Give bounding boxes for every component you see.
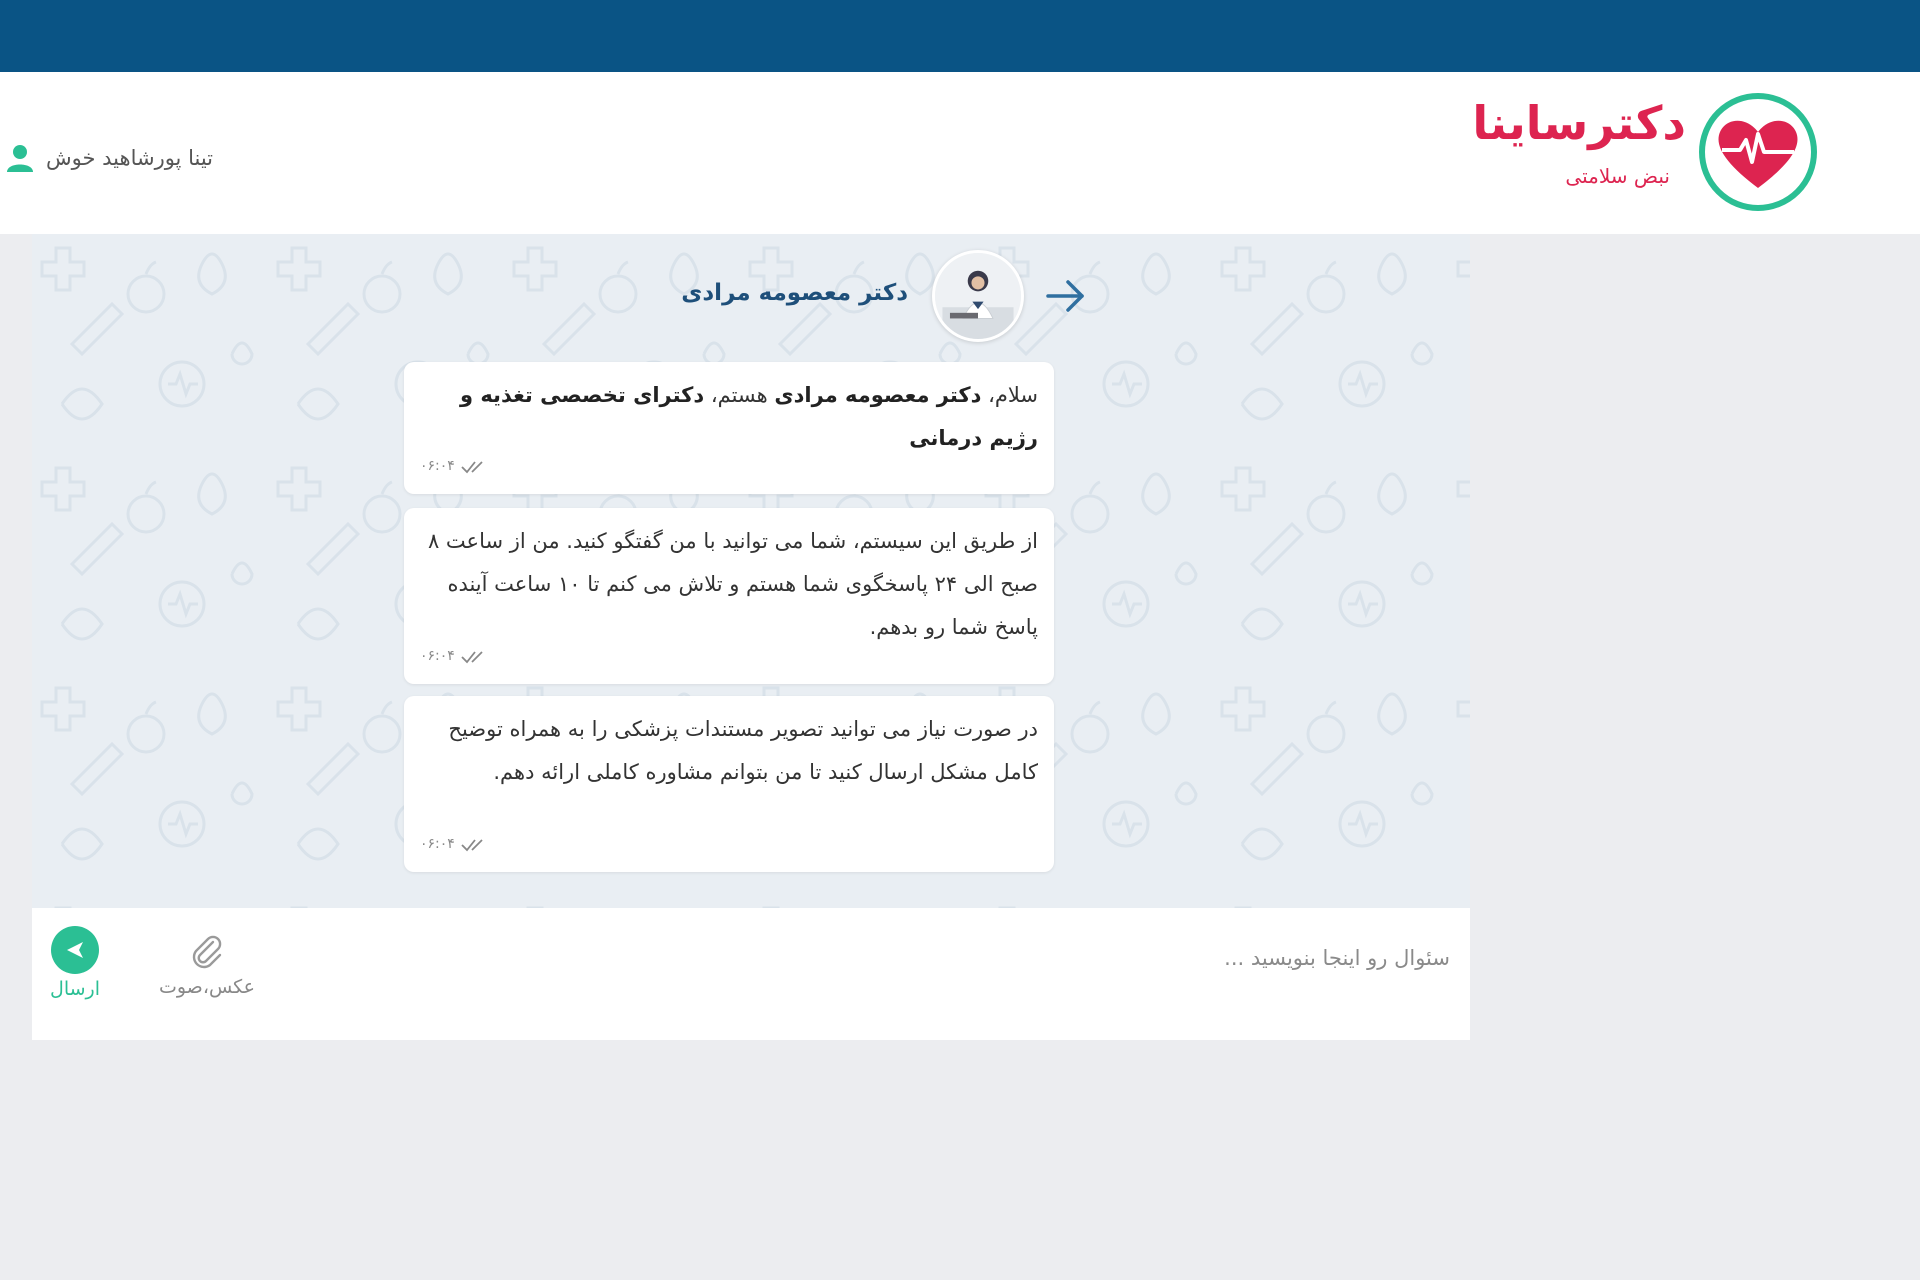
message-meta (420, 445, 489, 488)
message-input[interactable] (550, 938, 1450, 978)
message-text-part: دکتر معصومه مرادی (774, 383, 982, 407)
message-meta (420, 635, 489, 678)
message-text (420, 520, 1038, 649)
heart-logo-icon (1696, 90, 1820, 214)
double-check-icon (461, 460, 489, 474)
attach-label: عکس،صوت (158, 976, 256, 998)
message-time: ۰۶:۰۴ (420, 458, 455, 474)
message-time: ۰۶:۰۴ (420, 836, 455, 852)
message-text (420, 374, 1038, 460)
brand-logo[interactable] (1460, 82, 1820, 222)
message-bubble (404, 362, 1054, 494)
brand-title: دکترساینا (1472, 96, 1686, 150)
doctor-avatar[interactable] (932, 250, 1024, 342)
message-time: ۰۶:۰۴ (420, 648, 455, 664)
send-button[interactable] (40, 926, 110, 1022)
message-composer (32, 908, 1470, 1040)
message-text-part: دکترای تخصصی تغذیه و رژیم درمانی (459, 383, 1038, 450)
arrow-right-icon[interactable] (1044, 276, 1088, 316)
message-bubble (404, 508, 1054, 684)
send-label: ارسال (50, 978, 100, 1000)
message-meta (420, 823, 489, 866)
message-text-part: از طریق این سیستم، شما می توانید با من گفتگو کنید. من از ساعت ۸ صبح الی ۲۴ پاسخگوی شما هستم و تلاش می کنم تا ۱۰ ساعت آینده پاسخ شما رو بدهم. (427, 529, 1038, 639)
doctor-photo-icon (935, 253, 1021, 339)
user-icon (4, 142, 36, 174)
user-welcome[interactable] (4, 140, 213, 176)
double-check-icon (461, 838, 489, 852)
send-circle (51, 926, 99, 974)
brand-subtitle: نبض سلامتی (1565, 164, 1670, 188)
message-text-part: هستم، (704, 383, 775, 407)
attach-button[interactable] (152, 932, 262, 1022)
double-check-icon (461, 650, 489, 664)
message-text-part: سلام، (981, 383, 1038, 407)
top-bar (0, 0, 1920, 72)
site-header (0, 72, 1920, 234)
paperclip-icon (187, 932, 227, 972)
user-greeting: تینا پورشاهید خوش (46, 146, 213, 170)
message-text (420, 708, 1038, 794)
doctor-name: دکتر معصومه مرادی (681, 280, 908, 306)
doctor-header (32, 248, 1470, 344)
chat-area (32, 234, 1470, 908)
message-text-part: در صورت نیاز می توانید تصویر مستندات پزشکی را به همراه توضیح کامل مشکل ارسال کنید تا من بتوانم مشاوره کاملی ارائه دهم. (448, 717, 1038, 784)
message-bubble (404, 696, 1054, 872)
send-icon (63, 938, 87, 962)
